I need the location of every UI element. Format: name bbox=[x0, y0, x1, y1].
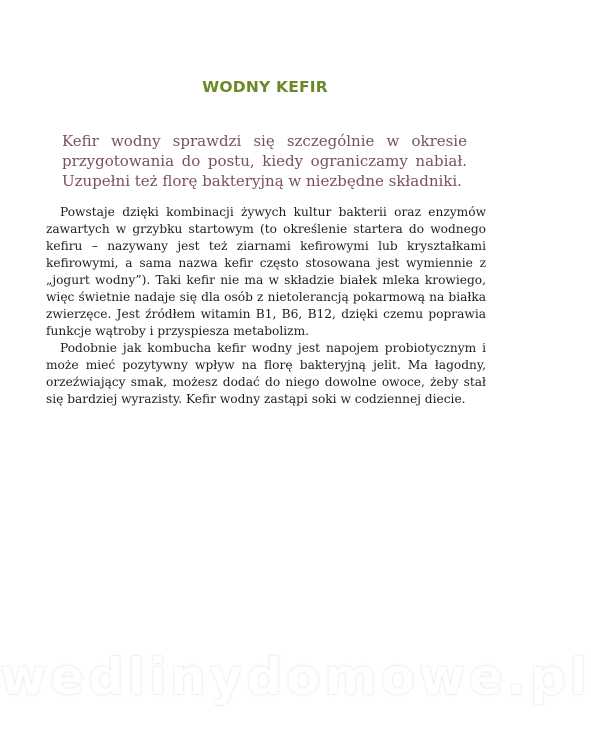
body-paragraph-1: Powstaje dzięki kombinacji żywych kultur bakterii oraz enzymów zawartych w grzybku startowym (to określenie startera do wodnego kefiru – nazywany jest też ziarnami kefirowymi lub kryształkami kefirowymi, a sama nazwa kefir często stosowana jest wymiennie z „jogurt wodny”). Taki kefir nie ma w składzie białek mleka krowiego, więc świetnie nadaje się dla osób z nietolerancją pokarmową na białka zwierzęce. Jest źródłem witamin B1, B6, B12, dzięki czemu poprawia funkcje wątroby i przyspiesza metabolizm. bbox=[46, 205, 486, 338]
site-watermark: wedlinydomowe.pl bbox=[0, 648, 591, 706]
article-title: WODNY KEFIR bbox=[202, 78, 328, 96]
lead-paragraph: Kefir wodny sprawdzi się szczególnie w okresie przygotowania do postu, kiedy ograniczamy nabiał. Uzupełni też florę bakteryjną w niezbędne składniki. bbox=[62, 132, 467, 190]
article-body bbox=[46, 204, 486, 408]
body-paragraph-2: Podobnie jak kombucha kefir wodny jest napojem probiotycznym i może mieć pozytywny wpływ na florę bakteryjną jelit. Ma łagodny, orzeźwiający smak, możesz dodać do niego dowolne owoce, żeby stał się bardziej wyrazisty. Kefir wodny zastąpi soki w codziennej diecie. bbox=[46, 341, 486, 406]
